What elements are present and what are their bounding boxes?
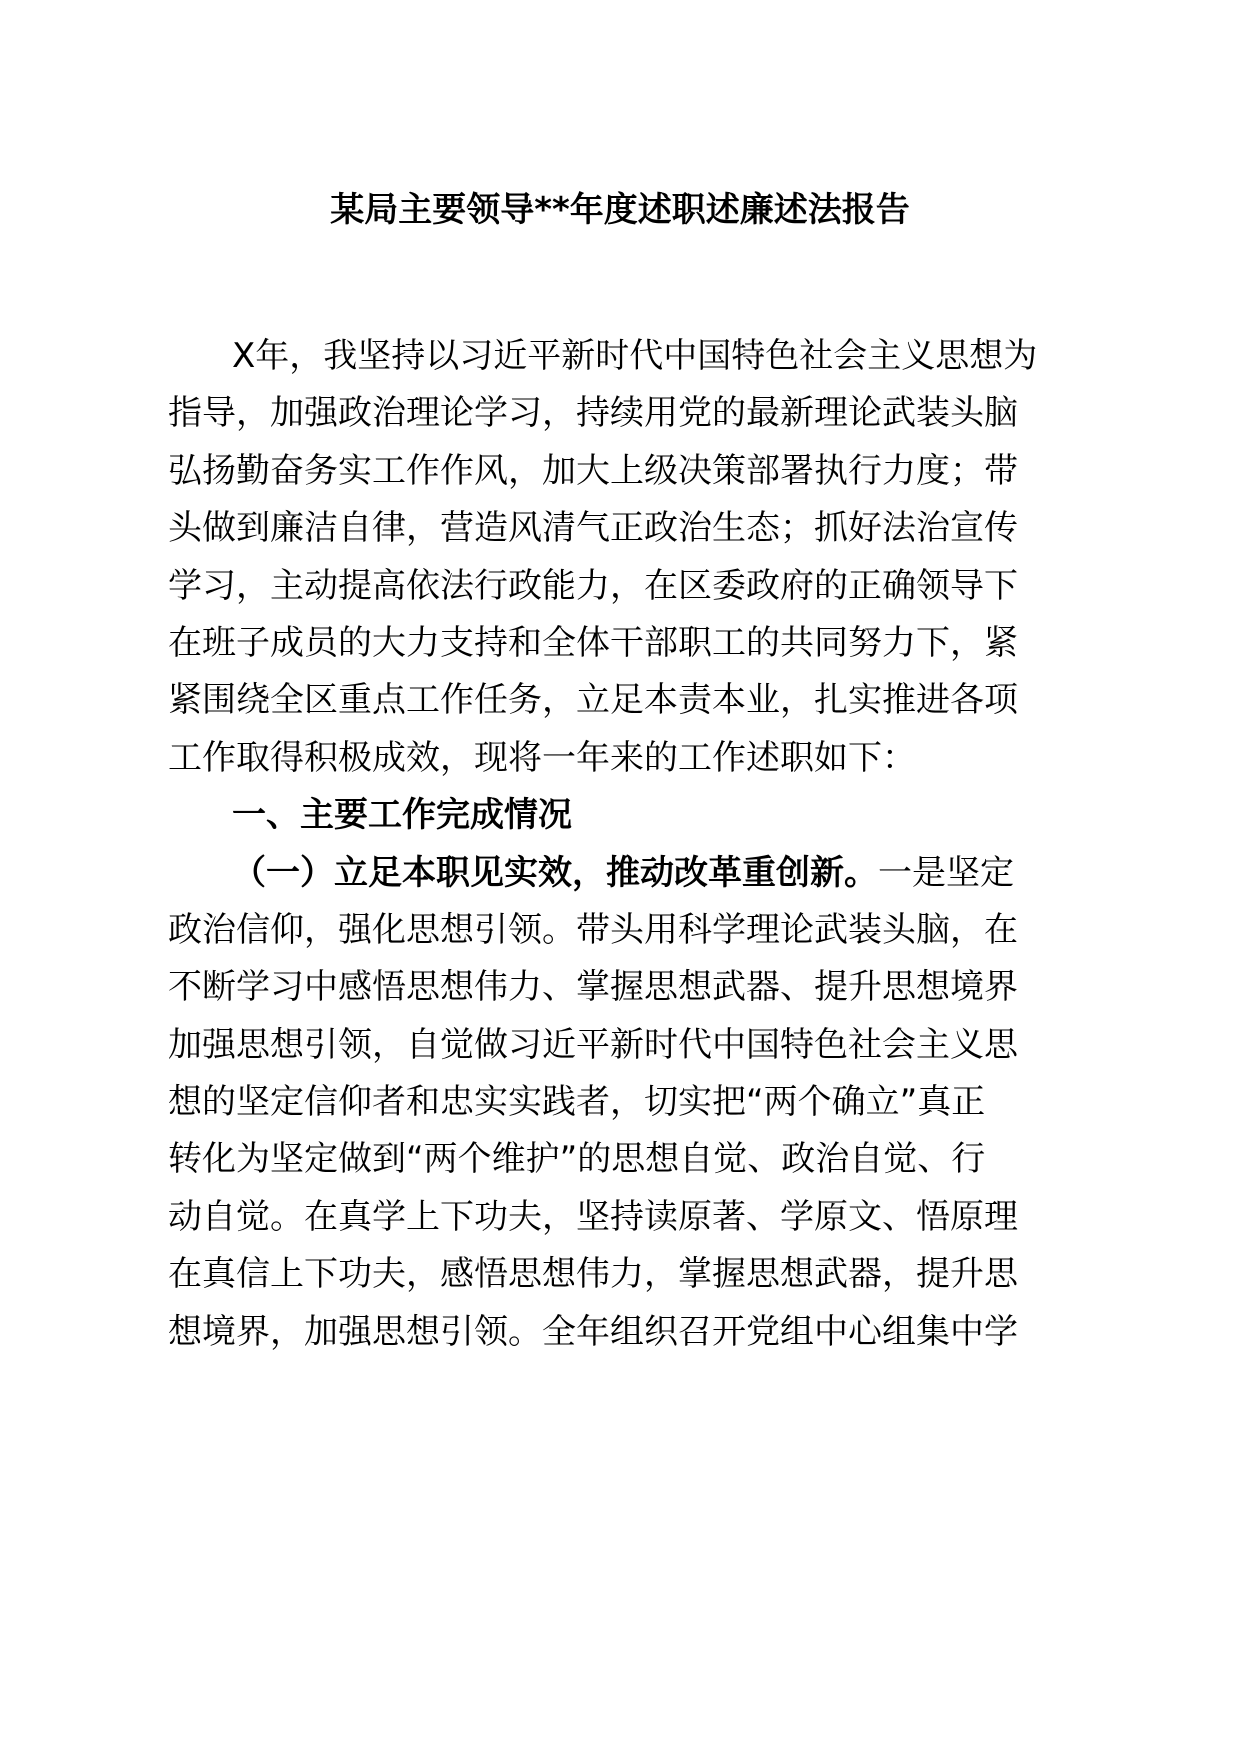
- paragraph-line: 政治信仰，强化思想引领。带头用科学理论武装头脑，在: [168, 909, 1018, 950]
- subsection-lead-line: [168, 845, 1014, 902]
- paragraph-line: 在真信上下功夫，感悟思想伟力，掌握思想武器，提升思: [168, 1254, 1018, 1295]
- paragraph-line: 加强思想引领，自觉做习近平新时代中国特色社会主义思: [168, 1024, 1018, 1065]
- paragraph-line: 学习，主动提高依法行政能力，在区委政府的正确领导下: [168, 565, 1018, 606]
- paragraph-line: 指导，加强政治理论学习，持续用党的最新理论武装头脑: [168, 393, 1018, 434]
- paragraph-line: 想境界，加强思想引领。全年组织召开党组中心组集中学: [168, 1311, 1018, 1352]
- document-body: [168, 328, 1038, 1361]
- paragraph-line: 在班子成员的大力支持和全体干部职工的共同努力下，紧: [168, 622, 1018, 663]
- intro-paragraph: [168, 328, 1038, 787]
- paragraph-line: 弘扬勤奋务实工作作风，加大上级决策部署执行力度；带: [168, 450, 1018, 491]
- subsection-paragraph: [168, 845, 1018, 1362]
- subsection-heading: （一）立足本职见实效，推动改革重创新。: [232, 852, 878, 893]
- paragraph-line: 想的坚定信仰者和忠实实践者，切实把“两个确立”真正: [168, 1082, 986, 1123]
- paragraph-line: 动自觉。在真学上下功夫，坚持读原著、学原文、悟原理: [168, 1196, 1018, 1237]
- paragraph-line: X年，我坚持以习近平新时代中国特色社会主义思想为: [232, 336, 1038, 376]
- paragraph-line: 转化为坚定做到“两个维护”的思想自觉、政治自觉、行: [168, 1139, 986, 1180]
- subsection-lead-text: 一是坚定: [878, 852, 1014, 893]
- paragraph-line: 不断学习中感悟思想伟力、掌握思想武器、提升思想境界: [168, 967, 1018, 1008]
- paragraph-line: 头做到廉洁自律，营造风清气正政治生态；抓好法治宣传: [168, 508, 1018, 549]
- paragraph-line: 工作取得积极成效，现将一年来的工作述职如下：: [168, 737, 916, 778]
- document-title: 某局主要领导**年度述职述廉述法报告: [330, 190, 910, 230]
- section-heading: 一、主要工作完成情况: [232, 795, 572, 836]
- paragraph-line: 紧围绕全区重点工作任务，立足本责本业，扎实推进各项: [168, 680, 1018, 721]
